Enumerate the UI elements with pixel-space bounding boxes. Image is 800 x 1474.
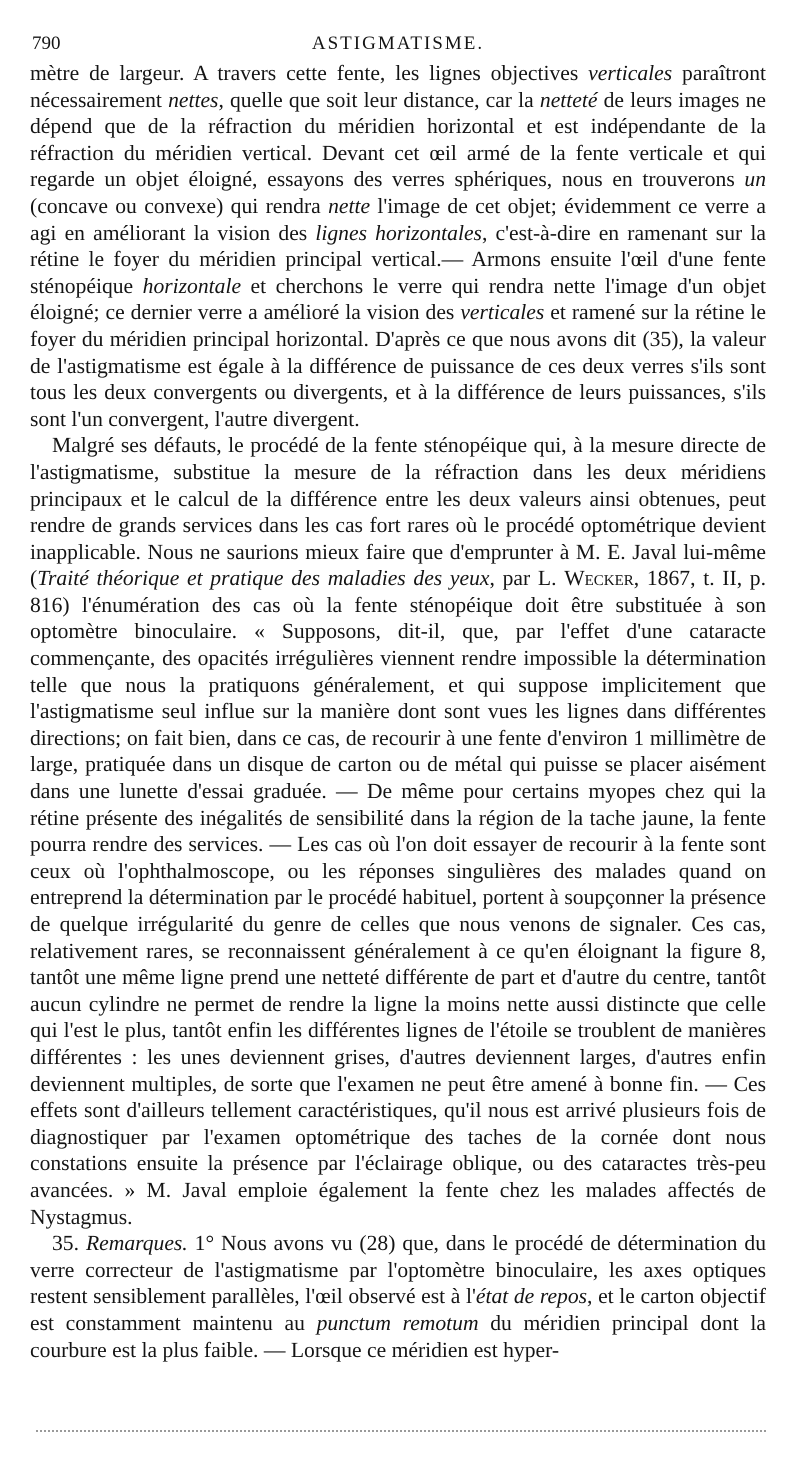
italic-text: horizontale	[142, 273, 242, 298]
italic-text: Traité théorique et pratique des maladies des yeux	[37, 566, 490, 591]
text-run: 35.	[52, 1231, 86, 1256]
italic-text: verticales	[588, 61, 673, 85]
italic-text: netteté	[539, 87, 598, 112]
small-caps-name: Wecker	[564, 566, 634, 591]
text-run: paraîtront nécessairement	[30, 61, 766, 112]
body-text	[30, 60, 766, 1363]
text-run: 1° Nous avons vu (28) que, dans le procédé de détermination du verre correcteur de l'astigmatisme par l'optomètre binoculaire, les axes optiques restent sensiblement parallèles, l'œil observé est à l'	[30, 1231, 767, 1309]
italic-text: Remarques.	[85, 1231, 188, 1256]
paragraph-remarques	[30, 1230, 766, 1363]
text-run: mètre de largeur. A travers cette fente, les lignes objectives	[30, 61, 589, 85]
footer-dotted-rule	[36, 1430, 766, 1432]
text-run: , par L.	[489, 566, 565, 591]
text-run: , c'est-à-dire en ramenant sur la rétine le foyer du méridien principal vertical.— Armons ensuite l'œil d'une fente sténopéique	[30, 220, 766, 298]
paragraph-fente-stenopeique	[30, 432, 766, 1230]
text-run: , et le carton objectif est constamment maintenu au	[30, 1284, 766, 1335]
paragraph-continuation	[30, 60, 766, 432]
text-run: et cherchons le verre qui rendra nette l'image d'un objet éloigné; ce dernier verre a amélioré la vision des	[30, 273, 766, 325]
text-run: , quelle que soit leur distance, car la	[218, 87, 540, 112]
italic-text: verticales	[460, 300, 545, 325]
italic-text: punctum remotum	[316, 1310, 479, 1335]
italic-text: un	[744, 167, 766, 192]
italic-text: nette	[328, 193, 371, 218]
italic-text: nettes	[168, 87, 219, 112]
text-run: de leurs images ne dépend que de la réfraction du méridien horizontal et est indépendante de la réfraction du méridien vertical. Devant cet œil armé de la fente verticale et qui regarde un objet éloigné, essayons des verres sphériques, nous en trouverons	[30, 87, 767, 192]
text-run: l'image de cet objet; évidemment ce verre a agi en améliorant la vision des	[30, 193, 767, 245]
italic-text: état de repos	[475, 1284, 588, 1309]
text-run: et ramené sur la rétine le foyer du méridien principal horizontal. D'après ce que nous avons dit (35), la valeur de l'astigmatisme est égale à la différence de puissance de ces deux verres s'ils sont tous les deux convergents ou divergents, et à la différence de leurs puissances, s'ils sont l'un convergent, l'autre divergent.	[30, 300, 766, 431]
running-title: ASTIGMATISME.	[311, 33, 485, 54]
page-header	[30, 28, 766, 60]
book-page	[30, 28, 766, 1363]
text-run: Malgré ses défauts, le procédé de la fente sténopéique qui, à la mesure directe de l'astigmatisme, substitue la mesure de la réfraction dans les deux méridiens principaux et le calcul de la différence entre les deux valeurs ainsi obtenues, peut rendre de grands services dans les cas fort rares où le procédé optométrique devient inapplicable. Nous ne saurions mieux faire que d'emprunter à M. E. Javal lui-même (	[30, 433, 766, 591]
text-run: du méridien principal dont la courbure est la plus faible. — Lorsque ce méridien est hyper-	[30, 1310, 767, 1362]
text-run: , 1867, t. II, p. 816) l'énumération des cas où la fente sténopéique doit être substituée à son optomètre binoculaire. « Supposons, dit-il, que, par l'effet d'une cataracte commençante, des opacités irrégulières viennent rendre impossible la détermination telle que nous la pratiquons généralement, et qui suppose implicitement que l'astigmatisme seul influe sur la manière dont sont vues les lignes dans différentes directions; on fait bien, dans ce cas, de recourir à une fente d'environ 1 millimètre de large, pratiquée dans un disque de carton ou de métal qui puisse se placer aisément dans une lunette d'essai graduée. — De même pour certains myopes chez qui la rétine présente des inégalités de sensibilité dans la région de la tache jaune, la fente pourra rendre des services. — Les cas où l'on doit essayer de recourir à la fente sont ceux où l'ophthalmoscope, ou les réponses singulières des malades quand on entreprend la détermination par le procédé habituel, portent à soupçonner la présence de quelque irrégularité du genre de celles que nous venons de signaler. Ces cas, relativement rares, se reconnaissent généralement à ce qu'en éloignant la figure 8, tantôt une même ligne prend une netteté différente de part et d'autre du centre, tantôt aucun cylindre ne permet de rendre la ligne la moins nette aussi distincte que celle qui l'est le plus, tantôt enfin les différentes lignes de l'étoile se troublent de manières différentes : les unes deviennent grises, d'autres deviennent larges, d'autres enfin deviennent multiples, de sorte que l'examen ne peut être amené à bonne fin. — Ces effets sont d'ailleurs tellement caractéristiques, qu'il nous est arrivé plusieurs fois de diagnostiquer par l'examen optométrique des taches de la cornée dont nous constations ensuite la présence par l'éclairage oblique, ou des cataractes très-peu avancées. » M. Javal emploie également la fente chez les malades affectés de Nystagmus.	[30, 566, 767, 1229]
text-run: (concave ou convexe) qui rendra	[30, 193, 329, 218]
page-number: 790	[32, 33, 61, 54]
italic-text: lignes horizontales	[315, 220, 482, 245]
